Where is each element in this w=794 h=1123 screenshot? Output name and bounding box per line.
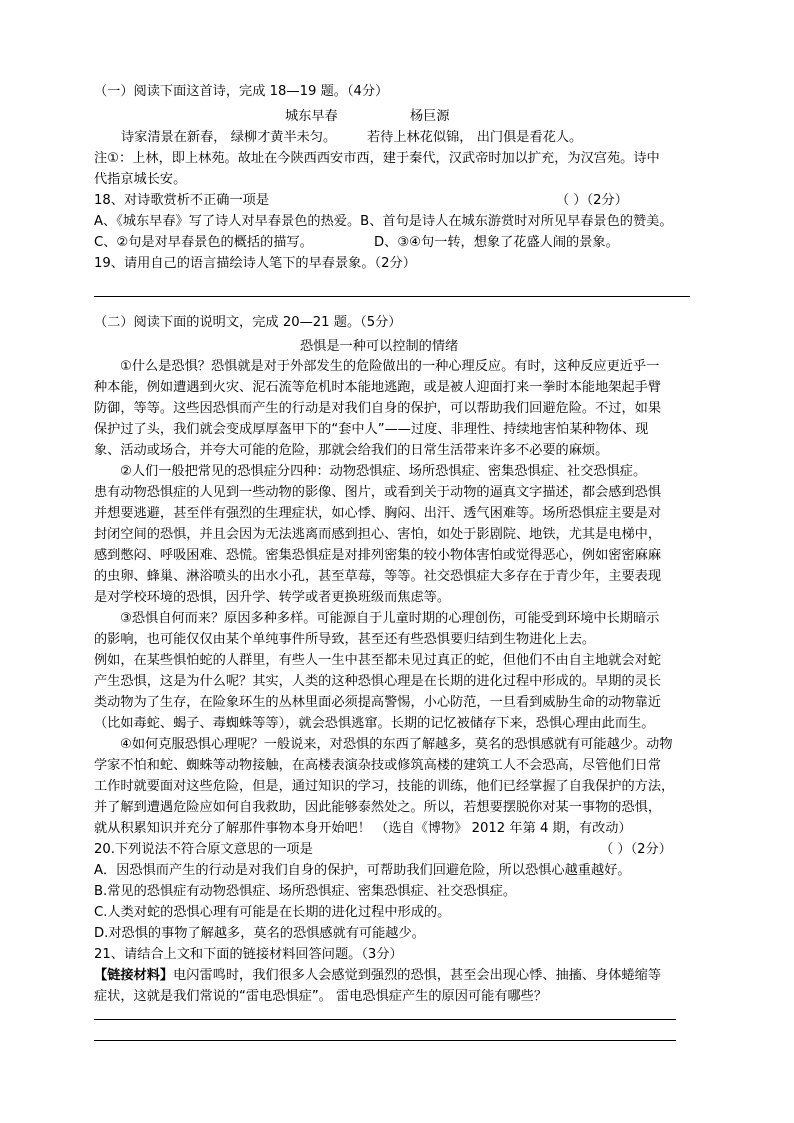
article-title: 恐惧是一种可以控制的情绪 [300, 339, 459, 354]
question-18-answer-blank: （ ）（2分） [556, 193, 628, 208]
question-18-option-d: D、③④句一转，想象了花盛人闹的景象。 [374, 235, 619, 250]
answer-line [94, 1019, 676, 1020]
poem-author: 杨巨源 [410, 109, 450, 124]
article-line: 保护过了头，我们就会变成厚厚盔甲下的“套中人”——过度、非理性、持续地害怕某种物体、现 [94, 422, 649, 437]
article-line: （比如毒蛇、蝎子、毒蜘蛛等等），就会恐惧逃窜。长期的记忆被储存下来，恐惧心理由此而生。 [94, 716, 655, 731]
poem-title: 城东早春 [285, 109, 338, 124]
article-line: 封闭空间的恐惧，并且会因为无法逃离而感到担心、害怕，如处于影剧院、地铁，尤其是电梯中， [94, 527, 662, 542]
poem-note-line-2: 代指京城长安。 [94, 172, 187, 187]
question-21: 21、请结合上文和下面的链接材料回答问题。（3分） [94, 947, 403, 962]
article-line: 工作时就要面对这些危险，但是，通过知识的学习，技能的训练，他们已经掌握了自我保护的方法， [94, 779, 675, 794]
article-line: 学家不怕和蛇、蜘蛛等动物接触，在高楼表演杂技或修筑高楼的建筑工人不会恐高，尽管他们日常 [94, 758, 662, 773]
article-line: 例如，在某些惧怕蛇的人群里，有些人一生中甚至都未见过真正的蛇，但他们不由自主地就会对蛇 [94, 653, 662, 668]
article-line: ①什么是恐惧？恐惧就是对于外部发生的危险做出的一种心理反应。有时，这种反应更近乎一 [120, 359, 660, 374]
poem-note-line-1: 注①：上林，即上林苑。故址在今陕西西安市西，建于秦代，汉武帝时加以扩充，为汉宫苑。诗中 [94, 151, 660, 166]
article-line: ②人们一般把常见的恐惧症分四种：动物恐惧症、场所恐惧症、密集恐惧症、社交恐惧症。 [120, 464, 647, 479]
poem-line-2: 若待上林花似锦， 出门俱是看花人。 [367, 130, 583, 145]
article-line: 感到憋闷、呼吸困难、恐慌。密集恐惧症是对排列密集的较小物体害怕或觉得恶心，例如密密麻麻 [94, 548, 662, 563]
question-18-option-a-b: A、《城东早春》写了诗人对早春景色的热爱。B、首句是诗人在城东游赏时对所见早春景色的赞美。 [94, 214, 673, 229]
answer-line [94, 296, 690, 297]
article-line: 患有动物恐惧症的人见到一些动物的影像、图片，或看到关于动物的逼真文字描述，都会感到恐惧 [94, 485, 662, 500]
answer-line [94, 1040, 676, 1041]
article-line: 的影响，也可能仅仅由某个单纯事件所导致，甚至还有些恐惧要归结到生物进化上去。 [94, 632, 596, 647]
article-line: 并想要逃避，甚至伴有强烈的生理症状，如心悸、胸闷、出汗、透气困难等。场所恐惧症主要是对 [94, 506, 662, 521]
article-line: 象、活动或场合，并夸大可能的危险，那就会给我们的日常生活带来许多不必要的麻烦。 [94, 443, 609, 458]
article-line: 的虫卵、蜂巢、淋浴喷头的出水小孔，甚至草莓，等等。社交恐惧症大多存在于青少年，主要表现 [94, 569, 662, 584]
question-20-answer-blank: （ ）（2分） [600, 842, 672, 857]
question-18-option-c: C、②句是对早春景色的概括的描写。 [94, 235, 313, 250]
article-line: 产生恐惧，这是为什么呢？其实，人类的这种恐惧心理是在长期的进化过程中形成的。早期的灵长 [94, 674, 662, 689]
article-line: 种本能，例如遭遇到火灾、泥石流等危机时本能地逃跑，或是被人迎面打来一拳时本能地架起手臂 [94, 380, 662, 395]
question-20-option-c: C.人类对蛇的恐惧心理有可能是在长期的进化过程中形成的。 [94, 905, 451, 920]
link-material-text: 电闪雷鸣时，我们很多人会感觉到强烈的恐惧，甚至会出现心悸、抽搐、身体蜷缩等 [173, 968, 662, 983]
question-20-option-a: A．因恐惧而产生的行动是对我们自身的保护，可帮助我们回避危险，所以恐惧心越重越好。 [94, 863, 631, 878]
link-material-line-2: 症状，这就是我们常说的“雷电恐惧症”。 雷电恐惧症产生的原因可能有哪些？ [94, 989, 548, 1004]
question-20-option-b: B.常见的恐惧症有动物恐惧症、场所恐惧症、密集恐惧症、社交恐惧症。 [94, 884, 517, 899]
article-line: 防御，等等。这些因恐惧而产生的行动是对我们自身的保护，可以帮助我们回避危险。不过，如果 [94, 401, 662, 416]
article-line: 是对学校环境的恐惧，因升学、转学或者更换班级而焦虑等。 [94, 590, 451, 605]
question-19: 19、请用自己的语言描绘诗人笔下的早春景象。（2分） [94, 256, 416, 271]
article-line: 并了解到遭遇危险应如何自我救助，因此能够泰然处之。所以，若想要摆脱你对某一事物的恐惧， [94, 800, 662, 815]
article-line: 就从积累知识并充分了解那件事物本身开始吧！ （选自《博物》 2012 年第 4 期，有改动） [94, 821, 632, 836]
section1-header: （一）阅读下面这首诗，完成 18—19 题。（4分） [94, 84, 389, 99]
link-material-line-1 [94, 966, 661, 986]
article-line: ③恐惧自何而来？原因多种多样。可能源自于儿童时期的心理创伤，可能受到环境中长期暗示 [120, 611, 660, 626]
question-20: 20.下列说法不符合原文意思的一项是 [94, 842, 313, 857]
question-18: 18、对诗歌赏析不正确一项是 [94, 193, 270, 208]
poem-line-1: 诗家清景在新春， 绿柳才黄半未匀。 [121, 130, 337, 145]
question-20-option-d: D.对恐惧的事物了解越多，莫名的恐惧感就有可能越少。 [94, 926, 425, 941]
section2-header: （二）阅读下面的说明文，完成 20—21 题。（5分） [94, 315, 402, 330]
article-line: ④如何克服恐惧心理呢？一般说来，对恐惧的东西了解越多，莫名的恐惧感就有可能越少。动物 [120, 737, 673, 752]
article-line: 类动物为了生存，在险象环生的丛林里面必须提高警惕，小心防范，一旦看到威胁生命的动物靠近 [94, 695, 662, 710]
link-material-label: 【链接材料】 [94, 968, 174, 983]
